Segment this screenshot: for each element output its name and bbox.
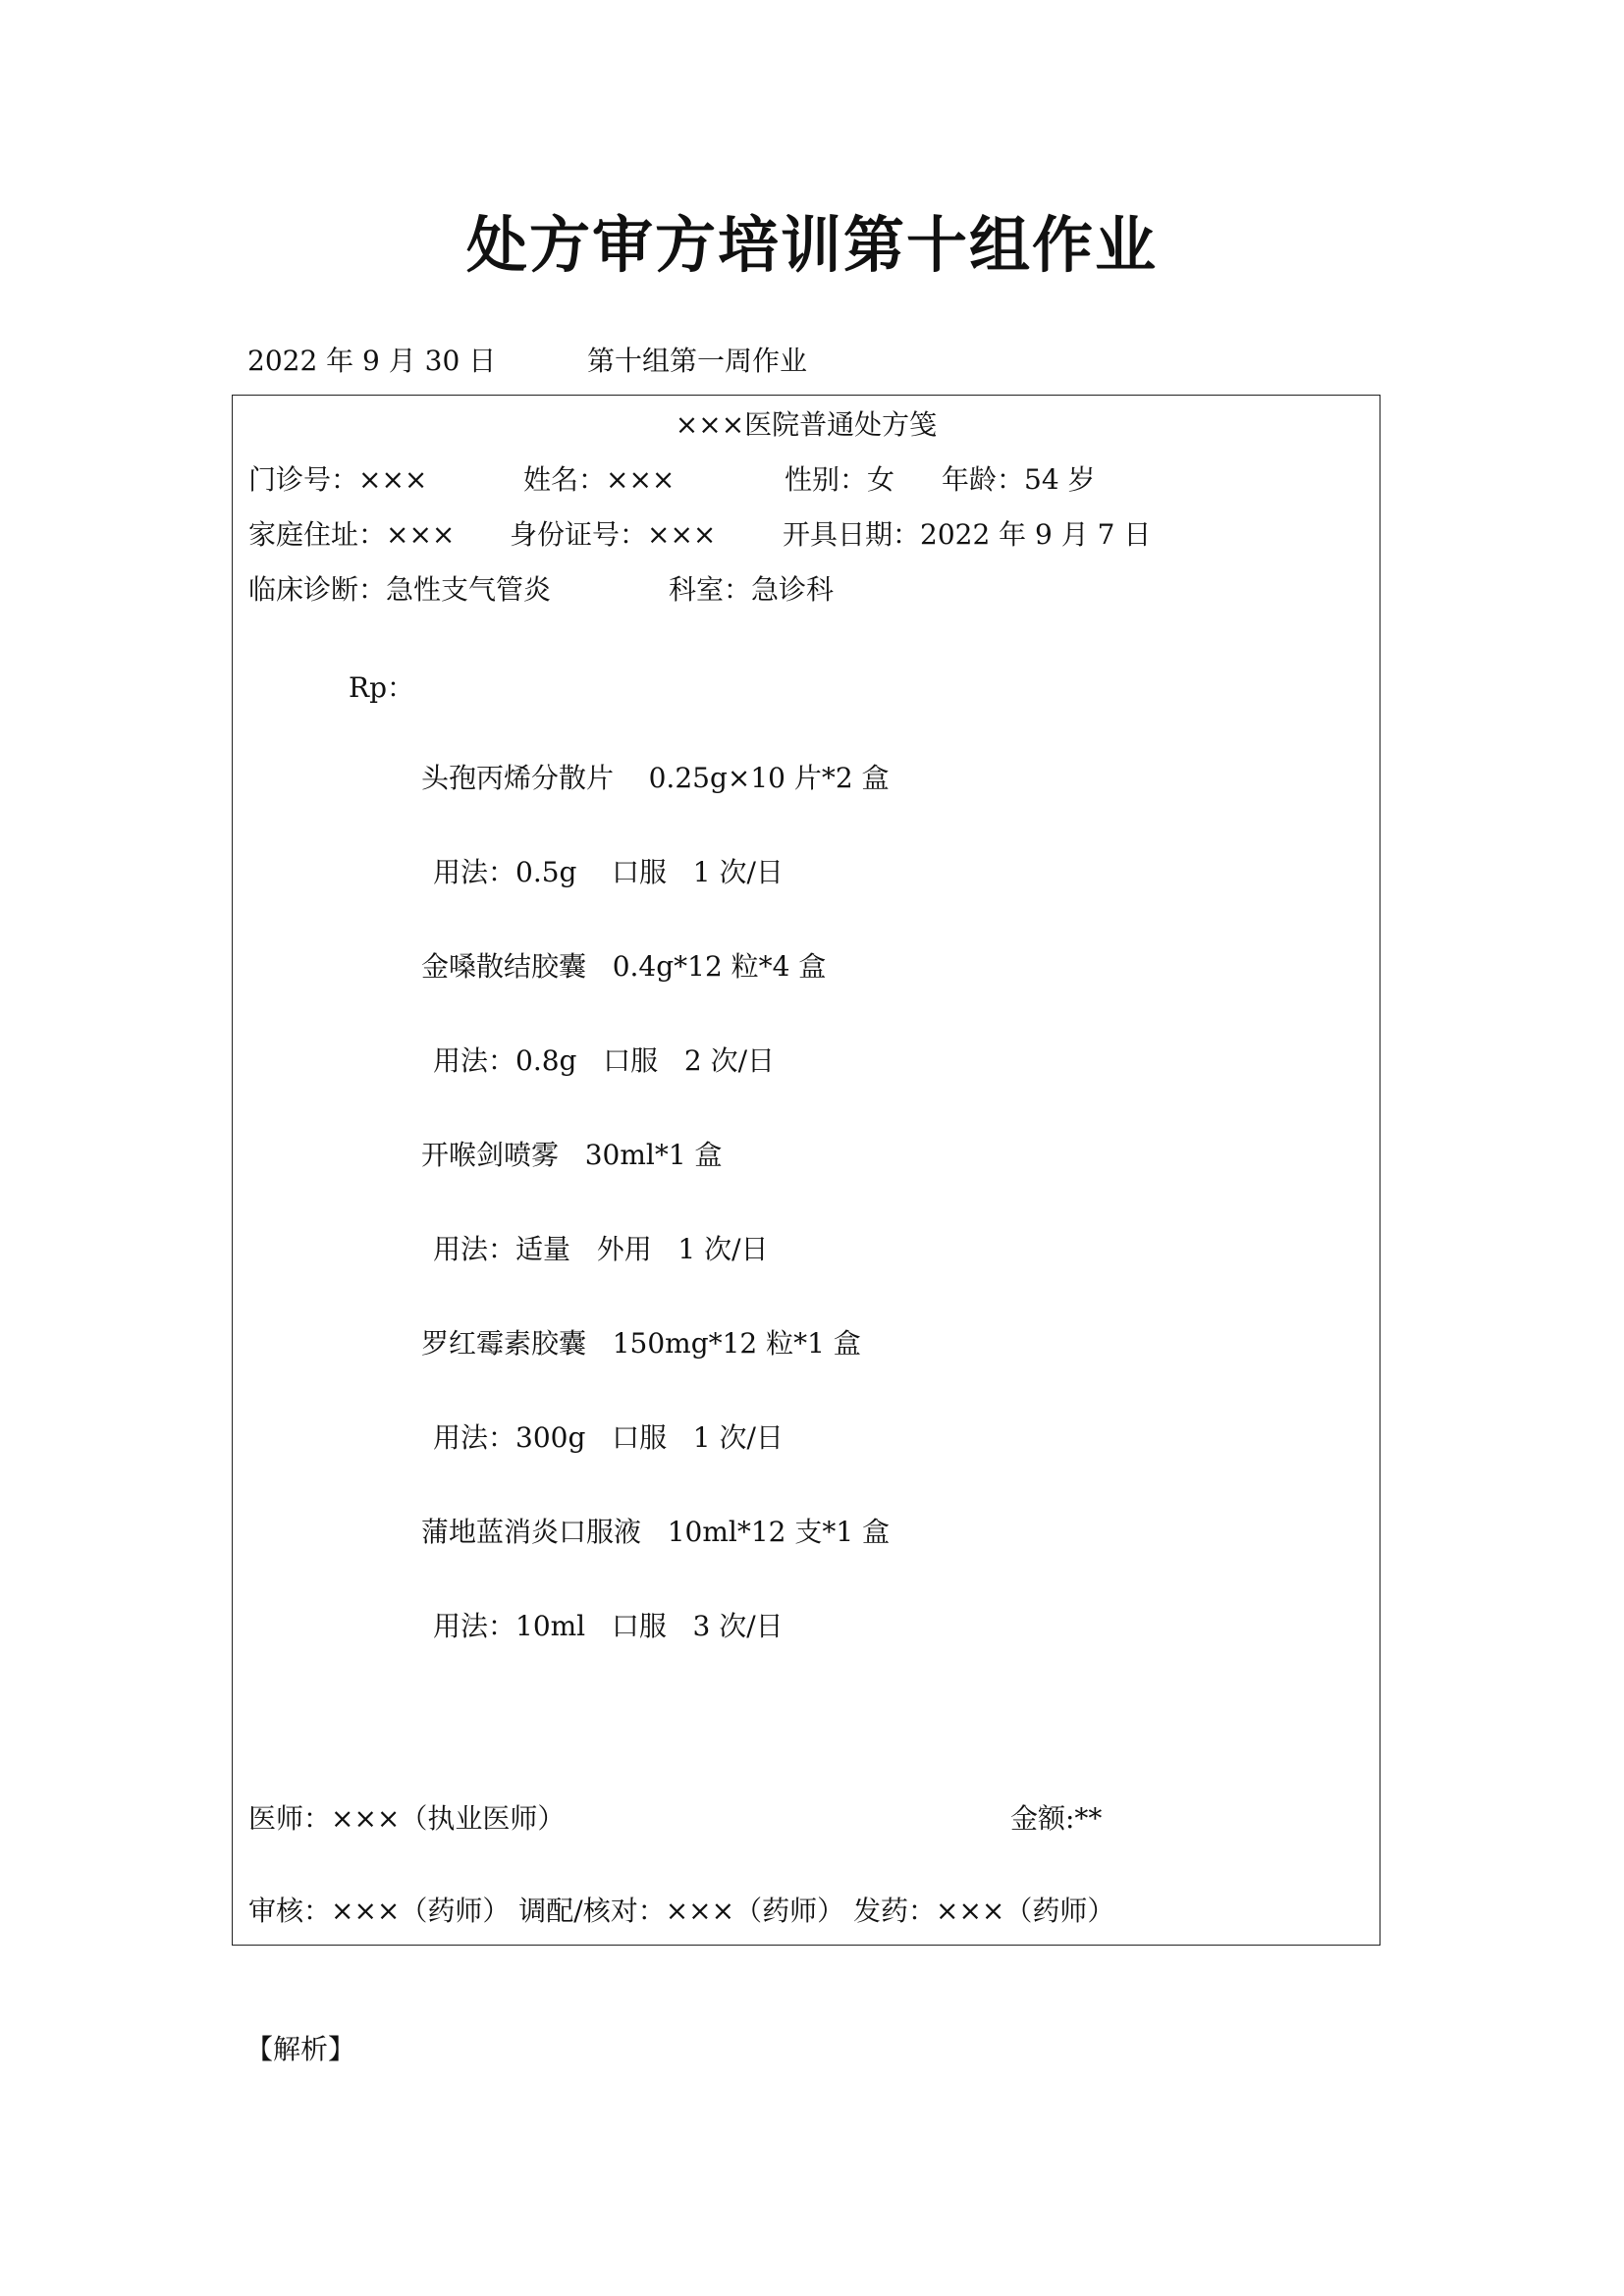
document-title: 处方审方培训第十组作业 [465, 209, 1158, 281]
clinical-diagnosis: 临床诊断：急性支气管炎 [248, 573, 552, 606]
issue-date: 开具日期：2022 年 9 月 7 日 [783, 518, 1152, 551]
patient-age: 年龄：54 岁 [942, 463, 1096, 496]
analysis-heading: 【解析】 [245, 2033, 356, 2065]
amount: 金额:** [1010, 1802, 1103, 1835]
patient-name: 姓名：××× [523, 463, 676, 496]
prescription-form [232, 395, 1380, 1946]
patient-address: 家庭住址：××× [248, 518, 456, 551]
drug-line: 头孢丙烯分散片 0.25g×10 片*2 盒 [421, 762, 890, 794]
homework-date: 2022 年 9 月 30 日 [247, 345, 497, 377]
department: 科室：急诊科 [669, 573, 835, 606]
pharmacist-signoff: 审核：×××（药师） 调配/核对：×××（药师） 发药：×××（药师） [248, 1895, 1115, 1927]
drug-line: 罗红霉素胶囊 150mg*12 粒*1 盒 [421, 1327, 861, 1360]
homework-week: 第十组第一周作业 [587, 345, 808, 377]
usage-line: 用法：10ml 口服 3 次/日 [433, 1610, 784, 1642]
drug-line: 蒲地蓝消炎口服液 10ml*12 支*1 盒 [421, 1516, 891, 1548]
outpatient-number: 门诊号：××× [248, 463, 428, 496]
patient-id-number: 身份证号：××× [510, 518, 717, 551]
prescription-header: ×××医院普通处方笺 [675, 408, 938, 441]
usage-line: 用法：300g 口服 1 次/日 [433, 1421, 784, 1454]
usage-line: 用法：0.5g 口服 1 次/日 [433, 856, 784, 888]
usage-line: 用法：0.8g 口服 2 次/日 [433, 1044, 776, 1077]
rp-label: Rp： [349, 671, 415, 704]
patient-gender: 性别：女 [785, 463, 895, 496]
drug-line: 金嗓散结胶囊 0.4g*12 粒*4 盒 [421, 950, 827, 983]
drug-line: 开喉剑喷雾 30ml*1 盒 [421, 1139, 723, 1171]
usage-line: 用法：适量 外用 1 次/日 [433, 1233, 769, 1265]
doctor-signature: 医师：×××（执业医师） [248, 1802, 566, 1835]
